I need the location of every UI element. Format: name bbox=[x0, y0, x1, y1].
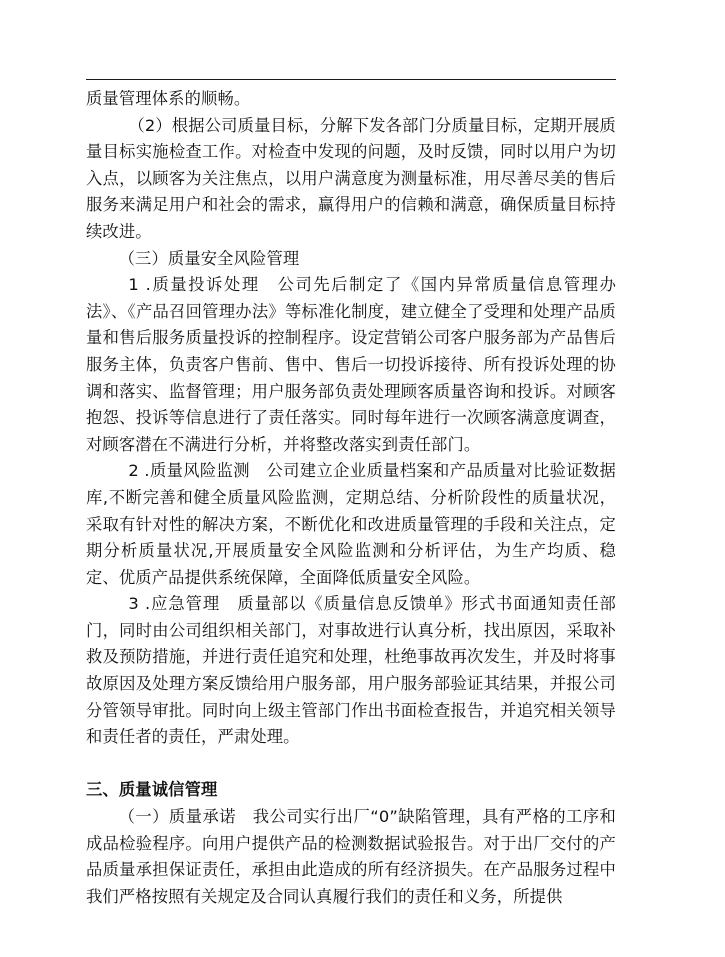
paragraph-risk-monitoring: 2 .质量风险监测 公司建立企业质量档案和产品质量对比验证数据库,不断完善和健全质量风险监测，定期总结、分析阶段性的质量状况，采取有针对性的解决方案，不断优化和改进质量管理的手段和关注点，定期分析质量状况,开展质量安全风险监测和分析评估，为生产均质、稳定、优质产品提供系统保障，全面降低质量安全风险。 bbox=[86, 461, 616, 587]
paragraph-quality-targets: （2）根据公司质量目标，分解下发各部门分质量目标，定期开展质量目标实施检查工作。对检查中发现的问题，及时反馈，同时以用户为切入点，以顾客为关注焦点，以用户满意度为测量标准，用尽善尽美的售后服务来满足用户和社会的需求，赢得用户的信赖和满意，确保质量目标持续改进。 bbox=[86, 115, 616, 241]
paragraph-emergency-management: 3 .应急管理 质量部以《质量信息反馈单》形式书面通知责任部门，同时由公司组织相关部门，对事故进行认真分析，找出原因，采取补救及预防措施，并进行责任追究和处理，杜绝事故再次发生，并及时将事故原因及处理方案反馈给用户服务部，用户服务部验证其结果，并报公司分管领导审批。同时向上级主管部门作出书面检查报告，并追究相关领导和责任者的责任，严肃处理。 bbox=[86, 594, 616, 747]
blank-line bbox=[86, 751, 616, 778]
paragraph-quality-commitment: （一）质量承诺 我公司实行出厂“0”缺陷管理，具有严格的工序和成品检验程序。向用户提供产品的检测数据试验报告。对于出厂交付的产品质量承担保证责任，承担由此造成的所有经济损失。在产品服务过程中我们严格按照有关规定及合同认真履行我们的责任和义务，所提供 bbox=[86, 807, 616, 906]
subheading-quality-safety-risk: （三）质量安全风险管理 bbox=[118, 248, 300, 268]
header-rule bbox=[86, 79, 616, 80]
paragraph-complaint-handling: 1 .质量投诉处理 公司先后制定了《国内异常质量信息管理办法》、《产品召回管理办法》等标准化制度，建立健全了受理和处理产品质量和售后服务质量投诉的控制程序。设定营销公司客户服务部为产品售后服务主体，负责客户售前、售中、售后一切投诉接待、所有投诉处理的协调和落实、监督管理；用户服务部负责处理顾客质量咨询和投诉。对顾客抱怨、投诉等信息进行了责任落实。同时每年进行一次顾客满意度调查，对顾客潜在不满进行分析，并将整改落实到责任部门。 bbox=[86, 275, 616, 454]
paragraph-continuation: 质量管理体系的顺畅。 bbox=[86, 89, 251, 108]
document-body bbox=[86, 86, 616, 910]
section-heading-integrity: 三、质量诚信管理 bbox=[86, 780, 218, 800]
